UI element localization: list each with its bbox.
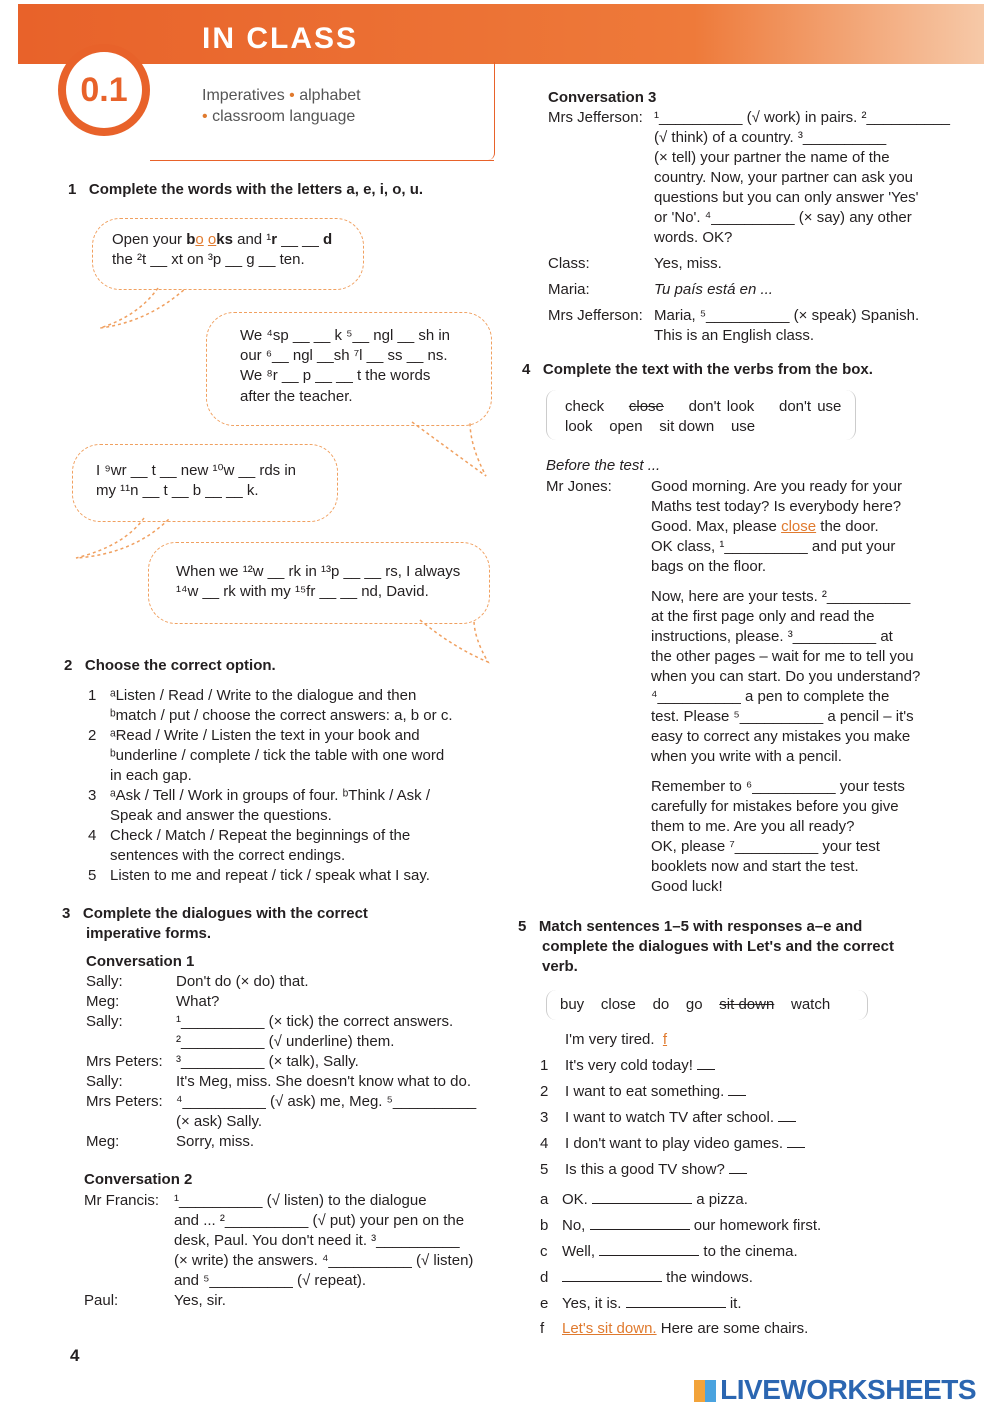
conv3-line: country. Now, your partner can ask you [654,169,914,186]
conv1-line[interactable]: Mrs Peters: ⁴__________ (√ ask) me, Meg. ⁵__________ [86,1093,477,1110]
word-chip[interactable]: sit down [659,418,715,435]
ex5-item[interactable]: 1 It's very cold today! [540,1055,960,1076]
ex4-box-row2 [565,417,755,437]
ex4-before: Before the test ... [546,457,661,474]
liveworksheets-logo: LIVEWORKSHEETS [694,1374,976,1406]
ex4-heading: 4 Complete the text with the verbs from the box. [522,361,873,378]
bubble2-line4: after the teacher. [240,388,353,405]
conv2-line: Paul: Yes, sir. [84,1292,226,1309]
conv2-line[interactable]: and ⁵__________ (√ repeat). [174,1272,367,1289]
conv1-line: Sally: Don't do (× do) that. [86,973,309,990]
conv2-line[interactable]: and ... ²__________ (√ put) your pen on the [174,1212,465,1229]
ex4-p2-line: when you can start. Do you understand? [651,668,921,685]
ex5-example: I'm very tired. f [565,1031,668,1048]
ex4-p2-line: when you write with a pencil. [651,748,842,765]
conv3-line: questions but you can only answer 'Yes' [654,189,919,206]
bubble4-line2[interactable]: ¹⁴w __ rk with my ¹⁵fr __ __ nd, David. [176,583,429,600]
unit-number: 0.1 [80,71,128,109]
ex4-p1-line: Good morning. Are you ready for your [651,478,902,495]
ex4-p3-line[interactable]: Remember to ⁶__________ your tests [651,778,905,795]
ex4-p3-line: them to me. Are you all ready? [651,818,855,835]
conv1-line[interactable]: Mrs Peters: ³__________ (× talk), Sally. [86,1053,359,1070]
word-chip[interactable]: do [652,996,670,1013]
ex3-heading: 3 Complete the dialogues with the correct imperative forms. [62,905,368,942]
conv3-line[interactable]: (√ think) of a country. ³__________ [654,129,887,146]
topics-line2: • classroom language [202,108,356,125]
word-chip[interactable]: look [565,418,593,435]
conv2-dialogue [84,1191,498,1311]
conv3-line: (× tell) your partner the name of the [654,149,890,166]
conv3-line[interactable]: Mrs Jefferson: Maria, ⁵__________ (× speak) Spanish. [548,307,920,324]
conv3-line[interactable]: or 'No'. ⁴__________ (× say) any other [654,209,912,226]
header-underline [150,160,494,161]
unit-badge [66,52,142,128]
word-chip[interactable]: don't use [778,398,842,415]
word-chip[interactable]: buy [560,996,585,1013]
conv1-line[interactable]: ²__________ (√ underline) them. [176,1033,395,1050]
ex5-heading: 5 Match sentences 1–5 with responses a–e and complete the dialogues with Let's and the correct verb. [518,918,894,975]
ex4-p2-line: easy to correct any mistakes you make [651,728,911,745]
conv2-line[interactable]: desk, Paul. You don't need it. ³__________ [174,1232,460,1249]
ex4-text [651,477,951,897]
bubble-tail-4 [418,618,492,666]
conv2-line[interactable]: Mr Francis: ¹__________ (√ listen) to the dialogue [84,1192,427,1209]
ex5-response[interactable]: b No, our homework first. [540,1217,822,1234]
conv3-line: words. OK? [654,229,733,246]
ex5-response[interactable]: c Well, to the cinema. [540,1243,798,1260]
word-chip[interactable]: check [565,398,605,415]
ex1-heading: 1 Complete the words with the letters a, e, i, o, u. [68,181,424,198]
word-chip[interactable]: use [730,418,756,435]
conv1-line: (× ask) Sally. [176,1113,262,1130]
ex5-items [540,1055,960,1185]
ex2-item-4[interactable]: 4 Check / Match / Repeat the beginnings of the sentences with the correct endings. [88,827,411,864]
conv1-title: Conversation 1 [86,953,195,970]
topics-line1: Imperatives • alphabet [202,87,361,104]
ex2-heading: 2 Choose the correct option. [64,657,276,674]
ex5-item[interactable]: 4 I don't want to play video games. [540,1133,960,1154]
ex5-responses [540,1189,960,1344]
header-bar [18,4,984,64]
ex4-p3-line: Good luck! [651,878,723,895]
example-answer: f [662,1031,668,1048]
ex4-speaker: Mr Jones: [546,478,612,495]
ex5-response[interactable]: e Yes, it is. it. [540,1295,742,1312]
ex2-item-3[interactable]: 3 ᵃAsk / Tell / Work in groups of four. ᵇThink / Ask / Speak and answer the questions. [88,787,430,824]
conv1-line[interactable]: Sally: ¹__________ (× tick) the correct answers. [86,1013,454,1030]
conv3-dialogue [548,108,958,346]
word-chip[interactable]: close [600,996,636,1013]
ex2-item-1[interactable]: 1 ᵃListen / Read / Write to the dialogue and then ᵇmatch / put / choose the correct answers: a, b or c. [88,687,453,724]
ex4-p1-line[interactable]: OK class, ¹__________ and put your [651,538,896,555]
logo-grid-icon [694,1380,716,1402]
conv1-line: Sally: It's Meg, miss. She doesn't know what to do. [86,1073,472,1090]
ex2-item-5[interactable]: 5 Listen to me and repeat / tick / speak what I say. [88,867,430,884]
ex2-list [88,686,498,886]
bubble1-line1: Open your bo oks and ¹r __ __ d [112,231,333,248]
word-chip[interactable]: go [685,996,703,1013]
ex4-p3-line: booklets now and start the test. [651,858,859,875]
ex4-p3-line[interactable]: OK, please ⁷__________ your test [651,838,880,855]
bubble-tail-1 [98,286,188,332]
ex5-item[interactable]: 5 Is this a good TV show? [540,1159,960,1180]
conv3-title: Conversation 3 [548,89,657,106]
bubble1-line2[interactable]: the ²t __ xt on ³p __ g __ ten. [112,251,305,268]
bubble2-line2[interactable]: our ⁶__ ngl __sh ⁷l __ ss __ ns. [240,347,448,364]
page-title: IN CLASS [202,22,359,55]
word-chip[interactable]: don't look [688,398,755,415]
ex4-p2-line: the other pages – wait for me to tell you [651,648,914,665]
ex5-response[interactable]: d the windows. [540,1269,753,1286]
word-chip[interactable]: sit down [719,996,775,1013]
conv2-title: Conversation 2 [84,1171,193,1188]
page-number: 4 [70,1346,80,1365]
ex2-item-2[interactable]: 2 ᵃRead / Write / Listen the text in your book and ᵇunderline / complete / tick the table with one word in each gap. [88,727,445,784]
bubble2-line1[interactable]: We ⁴sp __ __ k ⁵__ ngl __ sh in [240,327,451,344]
bubble-tail-2 [410,420,490,480]
ex5-item[interactable]: 3 I want to watch TV after school. [540,1107,960,1128]
conv3-line: Class: Yes, miss. [548,255,722,272]
ex4-p2-line[interactable]: Now, here are your tests. ²__________ [651,588,911,605]
word-chip[interactable]: watch [790,996,831,1013]
ex4-p2-line: at the first page only and read the [651,608,875,625]
ex4-p2-line[interactable]: instructions, please. ³__________ at [651,628,893,645]
ex4-box-row1 [565,397,841,417]
word-chip[interactable]: open [609,418,643,435]
header-curve [488,62,495,160]
ex4-p2-line[interactable]: ⁴__________ a pen to complete the [651,688,890,705]
conv3-line: This is an English class. [654,327,815,344]
ex5-response: f Let's sit down. Here are some chairs. [540,1320,809,1337]
bubble2-line3[interactable]: We ⁸r __ p __ __ t the words [240,367,431,384]
bubble3-line2[interactable]: my ¹¹n __ t __ b __ __ k. [96,482,259,499]
conv1-line: Meg: Sorry, miss. [86,1133,255,1150]
ex4-p3-line: carefully for mistakes before you give [651,798,899,815]
conv1-line: Meg: What? [86,993,220,1010]
conv3-line[interactable]: Mrs Jefferson: ¹__________ (√ work) in pairs. ²__________ [548,109,950,126]
bubble4-line1[interactable]: When we ¹²w __ rk in ¹³p __ __ rs, I always [176,563,461,580]
ex5-box-row [560,995,830,1015]
ex4-p2-line[interactable]: test. Please ⁵__________ a pencil – it's [651,708,914,725]
word-chip[interactable]: close [628,398,664,415]
ex5-response[interactable]: a OK. a pizza. [540,1191,748,1208]
ex4-p1-line: Maths test today? Is everybody here? [651,498,902,515]
conv3-line: Maria: Tu país está en ... [548,281,773,298]
ex5-item[interactable]: 2 I want to eat something. [540,1081,960,1102]
bubble3-line1[interactable]: I ⁹wr __ t __ new ¹⁰w __ rds in [96,462,297,479]
conv2-line[interactable]: (× write) the answers. ⁴__________ (√ listen) [174,1252,474,1269]
conv1-dialogue [86,972,498,1152]
ex4-p1-line: Good. Max, please close the door. [651,518,879,535]
ex4-p1-line: bags on the floor. [651,558,767,575]
